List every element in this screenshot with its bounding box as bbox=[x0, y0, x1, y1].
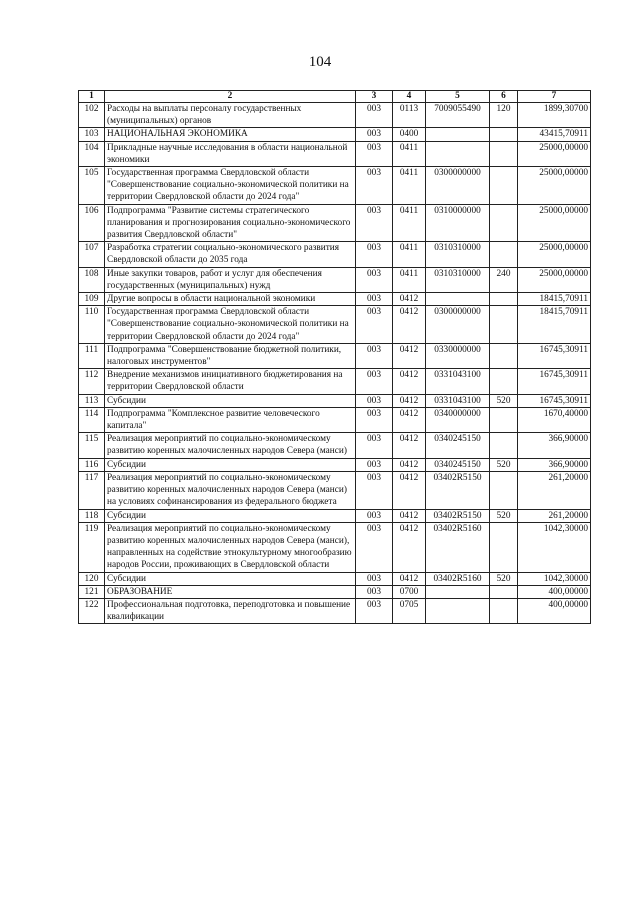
section-code-cell: 0411 bbox=[393, 167, 426, 205]
target-article-cell: 0310000000 bbox=[426, 204, 490, 242]
item-name-cell: Подпрограмма "Комплексное развитие человеческого капитала" bbox=[105, 407, 356, 432]
expense-type-cell bbox=[490, 407, 518, 432]
section-code-cell: 0412 bbox=[393, 458, 426, 471]
expense-type-cell bbox=[490, 167, 518, 205]
row-number-cell: 111 bbox=[79, 343, 105, 368]
expense-type-cell: 520 bbox=[490, 458, 518, 471]
amount-cell: 261,20000 bbox=[518, 509, 591, 522]
amount-cell: 1670,40000 bbox=[518, 407, 591, 432]
row-number-cell: 112 bbox=[79, 369, 105, 394]
amount-cell: 25000,00000 bbox=[518, 267, 591, 292]
amount-cell: 25000,00000 bbox=[518, 141, 591, 166]
target-article-cell: 0340000000 bbox=[426, 407, 490, 432]
department-code-cell: 003 bbox=[356, 572, 393, 585]
department-code-cell: 003 bbox=[356, 293, 393, 306]
item-name-cell: Подпрограмма "Совершенствование бюджетной политики, налоговых инструментов" bbox=[105, 343, 356, 368]
row-number-cell: 117 bbox=[79, 471, 105, 509]
target-article-cell: 0330000000 bbox=[426, 343, 490, 368]
department-code-cell: 003 bbox=[356, 522, 393, 572]
row-number-cell: 109 bbox=[79, 293, 105, 306]
item-name-cell: Иные закупки товаров, работ и услуг для обеспечения государственных (муниципальных) нужд bbox=[105, 267, 356, 292]
expense-type-cell: 520 bbox=[490, 394, 518, 407]
target-article-cell: 0300000000 bbox=[426, 306, 490, 344]
budget-table bbox=[78, 90, 591, 624]
expense-type-cell bbox=[490, 306, 518, 344]
amount-cell: 366,90000 bbox=[518, 458, 591, 471]
target-article-cell: 0331043100 bbox=[426, 394, 490, 407]
table-row bbox=[79, 522, 591, 572]
target-article-cell bbox=[426, 598, 490, 623]
item-name-cell: Субсидии bbox=[105, 394, 356, 407]
table-row bbox=[79, 585, 591, 598]
expense-type-cell: 240 bbox=[490, 267, 518, 292]
department-code-cell: 003 bbox=[356, 471, 393, 509]
section-code-cell: 0412 bbox=[393, 394, 426, 407]
amount-cell: 43415,70911 bbox=[518, 128, 591, 141]
row-number-cell: 119 bbox=[79, 522, 105, 572]
page-number: 104 bbox=[308, 54, 332, 70]
table-row bbox=[79, 471, 591, 509]
table-row bbox=[79, 167, 591, 205]
target-article-cell bbox=[426, 128, 490, 141]
target-article-cell: 03402R5160 bbox=[426, 572, 490, 585]
target-article-cell: 7009055490 bbox=[426, 103, 490, 128]
item-name-cell: Внедрение механизмов инициативного бюджетирования на территории Свердловской области bbox=[105, 369, 356, 394]
table-row bbox=[79, 204, 591, 242]
target-article-cell bbox=[426, 141, 490, 166]
row-number-cell: 103 bbox=[79, 128, 105, 141]
amount-cell: 1042,30000 bbox=[518, 522, 591, 572]
row-number-cell: 118 bbox=[79, 509, 105, 522]
section-code-cell: 0412 bbox=[393, 522, 426, 572]
target-article-cell: 0331043100 bbox=[426, 369, 490, 394]
department-code-cell: 003 bbox=[356, 509, 393, 522]
section-code-cell: 0411 bbox=[393, 141, 426, 166]
table-row bbox=[79, 394, 591, 407]
department-code-cell: 003 bbox=[356, 433, 393, 458]
target-article-cell: 03402R5150 bbox=[426, 509, 490, 522]
expense-type-cell bbox=[490, 293, 518, 306]
target-article-cell: 0300000000 bbox=[426, 167, 490, 205]
target-article-cell: 0310310000 bbox=[426, 267, 490, 292]
table-body bbox=[79, 103, 591, 624]
amount-cell: 16745,30911 bbox=[518, 394, 591, 407]
table-row bbox=[79, 293, 591, 306]
target-article-cell: 0310310000 bbox=[426, 242, 490, 267]
row-number-cell: 110 bbox=[79, 306, 105, 344]
row-number-cell: 121 bbox=[79, 585, 105, 598]
column-header: 2 bbox=[105, 91, 356, 103]
item-name-cell: Разработка стратегии социально-экономического развития Свердловской области до 2035 года bbox=[105, 242, 356, 267]
expense-type-cell: 520 bbox=[490, 509, 518, 522]
amount-cell: 18415,70911 bbox=[518, 306, 591, 344]
column-header: 3 bbox=[356, 91, 393, 103]
department-code-cell: 003 bbox=[356, 267, 393, 292]
item-name-cell: Субсидии bbox=[105, 572, 356, 585]
section-code-cell: 0412 bbox=[393, 343, 426, 368]
target-article-cell: 0340245150 bbox=[426, 433, 490, 458]
item-name-cell: Реализация мероприятий по социально-экономическому развитию коренных малочисленных народов Севера (манси) на условиях софинансирования из федерального бюджета bbox=[105, 471, 356, 509]
column-header: 1 bbox=[79, 91, 105, 103]
item-name-cell: Другие вопросы в области национальной экономики bbox=[105, 293, 356, 306]
row-number-cell: 114 bbox=[79, 407, 105, 432]
department-code-cell: 003 bbox=[356, 343, 393, 368]
department-code-cell: 003 bbox=[356, 369, 393, 394]
row-number-cell: 115 bbox=[79, 433, 105, 458]
expense-type-cell bbox=[490, 128, 518, 141]
row-number-cell: 122 bbox=[79, 598, 105, 623]
department-code-cell: 003 bbox=[356, 394, 393, 407]
target-article-cell: 0340245150 bbox=[426, 458, 490, 471]
expense-type-cell bbox=[490, 471, 518, 509]
expense-type-cell bbox=[490, 343, 518, 368]
target-article-cell: 03402R5160 bbox=[426, 522, 490, 572]
amount-cell: 1042,30000 bbox=[518, 572, 591, 585]
table-row bbox=[79, 509, 591, 522]
section-code-cell: 0411 bbox=[393, 242, 426, 267]
section-code-cell: 0411 bbox=[393, 204, 426, 242]
table-row bbox=[79, 369, 591, 394]
table-row bbox=[79, 572, 591, 585]
item-name-cell: Профессиональная подготовка, переподготовка и повышение квалификации bbox=[105, 598, 356, 623]
department-code-cell: 003 bbox=[356, 585, 393, 598]
expense-type-cell bbox=[490, 522, 518, 572]
target-article-cell bbox=[426, 585, 490, 598]
amount-cell: 16745,30911 bbox=[518, 369, 591, 394]
department-code-cell: 003 bbox=[356, 598, 393, 623]
table-row bbox=[79, 141, 591, 166]
section-code-cell: 0412 bbox=[393, 471, 426, 509]
row-number-cell: 113 bbox=[79, 394, 105, 407]
amount-cell: 1899,30700 bbox=[518, 103, 591, 128]
table-row bbox=[79, 433, 591, 458]
item-name-cell: НАЦИОНАЛЬНАЯ ЭКОНОМИКА bbox=[105, 128, 356, 141]
amount-cell: 25000,00000 bbox=[518, 242, 591, 267]
row-number-cell: 107 bbox=[79, 242, 105, 267]
row-number-cell: 106 bbox=[79, 204, 105, 242]
section-code-cell: 0412 bbox=[393, 407, 426, 432]
table-row bbox=[79, 128, 591, 141]
department-code-cell: 003 bbox=[356, 306, 393, 344]
table-row bbox=[79, 306, 591, 344]
column-header: 4 bbox=[393, 91, 426, 103]
amount-cell: 16745,30911 bbox=[518, 343, 591, 368]
section-code-cell: 0700 bbox=[393, 585, 426, 598]
item-name-cell: Субсидии bbox=[105, 458, 356, 471]
amount-cell: 400,00000 bbox=[518, 585, 591, 598]
target-article-cell: 03402R5150 bbox=[426, 471, 490, 509]
item-name-cell: Подпрограмма "Развитие системы стратегического планирования и прогнозирования социально-экономического развития Свердловской области" bbox=[105, 204, 356, 242]
table-row bbox=[79, 598, 591, 623]
row-number-cell: 102 bbox=[79, 103, 105, 128]
row-number-cell: 116 bbox=[79, 458, 105, 471]
section-code-cell: 0400 bbox=[393, 128, 426, 141]
expense-type-cell bbox=[490, 598, 518, 623]
expense-type-cell bbox=[490, 585, 518, 598]
amount-cell: 261,20000 bbox=[518, 471, 591, 509]
table-row bbox=[79, 343, 591, 368]
table-row bbox=[79, 242, 591, 267]
table-row bbox=[79, 267, 591, 292]
department-code-cell: 003 bbox=[356, 103, 393, 128]
expense-type-cell: 520 bbox=[490, 572, 518, 585]
department-code-cell: 003 bbox=[356, 407, 393, 432]
table-row bbox=[79, 458, 591, 471]
section-code-cell: 0412 bbox=[393, 433, 426, 458]
row-number-cell: 120 bbox=[79, 572, 105, 585]
item-name-cell: Расходы на выплаты персоналу государственных (муниципальных) органов bbox=[105, 103, 356, 128]
item-name-cell: ОБРАЗОВАНИЕ bbox=[105, 585, 356, 598]
row-number-cell: 104 bbox=[79, 141, 105, 166]
section-code-cell: 0412 bbox=[393, 369, 426, 394]
amount-cell: 18415,70911 bbox=[518, 293, 591, 306]
column-header: 6 bbox=[490, 91, 518, 103]
column-header: 7 bbox=[518, 91, 591, 103]
item-name-cell: Прикладные научные исследования в области национальной экономики bbox=[105, 141, 356, 166]
table-row bbox=[79, 407, 591, 432]
column-header: 5 bbox=[426, 91, 490, 103]
item-name-cell: Государственная программа Свердловской области "Совершенствование социально-экономической политики на территории Свердловской области до 2024 года" bbox=[105, 306, 356, 344]
item-name-cell: Реализация мероприятий по социально-экономическому развитию коренных малочисленных народов Севера (манси) bbox=[105, 433, 356, 458]
amount-cell: 400,00000 bbox=[518, 598, 591, 623]
section-code-cell: 0412 bbox=[393, 293, 426, 306]
target-article-cell bbox=[426, 293, 490, 306]
expense-type-cell: 120 bbox=[490, 103, 518, 128]
section-code-cell: 0411 bbox=[393, 267, 426, 292]
department-code-cell: 003 bbox=[356, 141, 393, 166]
section-code-cell: 0113 bbox=[393, 103, 426, 128]
amount-cell: 25000,00000 bbox=[518, 167, 591, 205]
amount-cell: 366,90000 bbox=[518, 433, 591, 458]
expense-type-cell bbox=[490, 433, 518, 458]
item-name-cell: Субсидии bbox=[105, 509, 356, 522]
department-code-cell: 003 bbox=[356, 458, 393, 471]
item-name-cell: Государственная программа Свердловской области "Совершенствование социально-экономической политики на территории Свердловской области до 2024 года" bbox=[105, 167, 356, 205]
department-code-cell: 003 bbox=[356, 242, 393, 267]
section-code-cell: 0412 bbox=[393, 572, 426, 585]
expense-type-cell bbox=[490, 204, 518, 242]
expense-type-cell bbox=[490, 242, 518, 267]
table-header-row bbox=[79, 91, 591, 103]
item-name-cell: Реализация мероприятий по социально-экономическому развитию коренных малочисленных народов Севера (манси), направленных на содействие этнокультурному многообразию народов России, проживающих в Свердловской области bbox=[105, 522, 356, 572]
expense-type-cell bbox=[490, 141, 518, 166]
section-code-cell: 0412 bbox=[393, 306, 426, 344]
table-row bbox=[79, 103, 591, 128]
amount-cell: 25000,00000 bbox=[518, 204, 591, 242]
department-code-cell: 003 bbox=[356, 204, 393, 242]
expense-type-cell bbox=[490, 369, 518, 394]
section-code-cell: 0412 bbox=[393, 509, 426, 522]
row-number-cell: 105 bbox=[79, 167, 105, 205]
row-number-cell: 108 bbox=[79, 267, 105, 292]
section-code-cell: 0705 bbox=[393, 598, 426, 623]
department-code-cell: 003 bbox=[356, 167, 393, 205]
department-code-cell: 003 bbox=[356, 128, 393, 141]
